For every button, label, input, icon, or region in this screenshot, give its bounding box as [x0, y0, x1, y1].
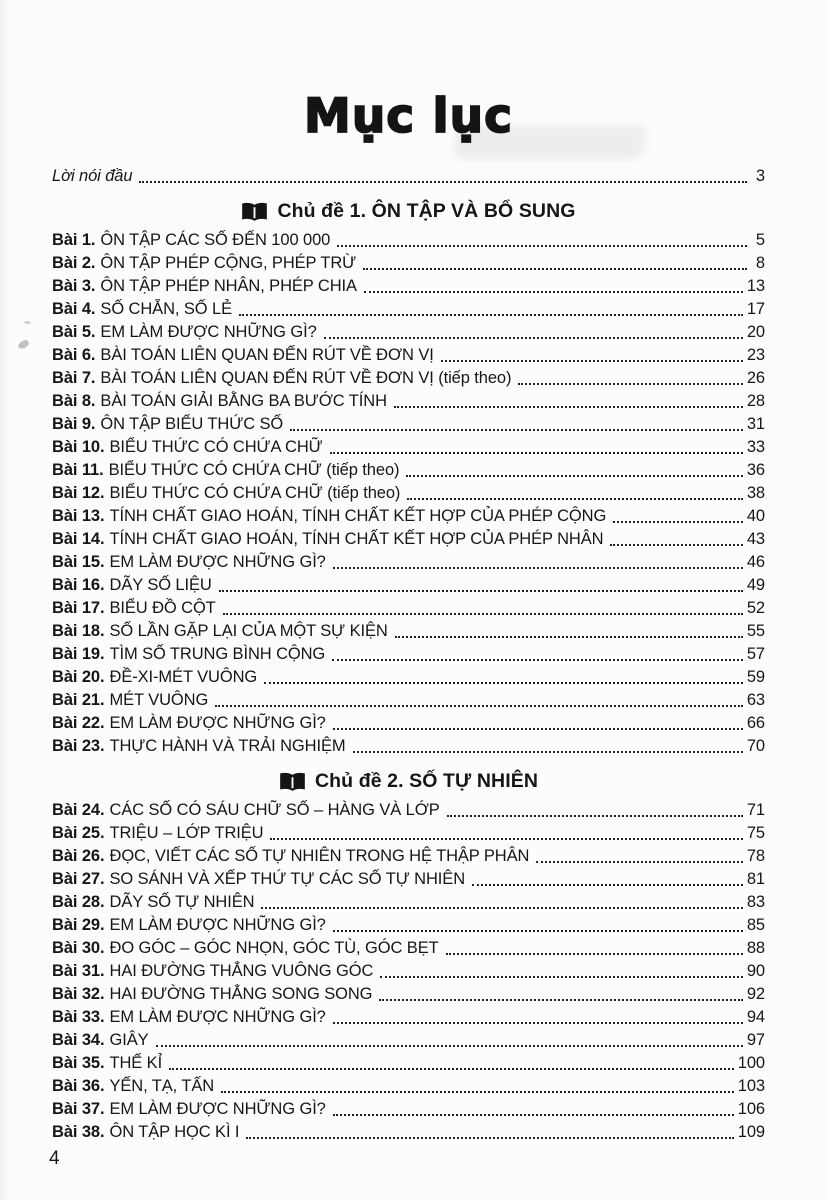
- entry-number: Bài 10.: [52, 438, 105, 457]
- toc-entry: [52, 822, 765, 845]
- toc-entry: [52, 620, 765, 643]
- preface-page-number: 3: [755, 167, 765, 186]
- toc-entry: [52, 937, 765, 960]
- entry-number: Bài 8.: [52, 392, 96, 411]
- entry-number: Bài 30.: [52, 939, 105, 958]
- entry-number: Bài 28.: [52, 893, 105, 912]
- dot-leader: [613, 505, 743, 523]
- toc-entry: [52, 666, 765, 689]
- dot-leader: [518, 367, 742, 385]
- toc-entry: [52, 505, 765, 528]
- entry-page-number: 103: [737, 1077, 765, 1096]
- toc-entry: [52, 891, 765, 914]
- dot-leader: [333, 1006, 743, 1024]
- entry-title: THẾ KỈ: [109, 1054, 163, 1073]
- toc-entry: [52, 1075, 765, 1098]
- entry-number: Bài 5.: [52, 323, 96, 342]
- entry-page-number: 23: [746, 346, 765, 365]
- entry-title: SO SÁNH VÀ XẾP THỨ TỰ CÁC SỐ TỰ NHIÊN: [109, 870, 466, 889]
- entry-title: EM LÀM ĐƯỢC NHỮNG GÌ?: [100, 323, 317, 342]
- dot-leader: [324, 321, 743, 339]
- entry-title: TÍNH CHẤT GIAO HOÁN, TÍNH CHẤT KẾT HỢP CỦA PHÉP NHÂN: [109, 530, 604, 549]
- entry-page-number: 81: [746, 870, 765, 889]
- dot-leader: [394, 390, 743, 408]
- entry-title: ÔN TẬP PHÉP CỘNG, PHÉP TRỪ: [100, 254, 357, 273]
- toc-entry: [52, 436, 765, 459]
- entry-page-number: 17: [746, 300, 765, 319]
- entry-number: Bài 7.: [52, 369, 96, 388]
- dot-leader: [261, 891, 742, 909]
- toc-entry: [52, 1121, 765, 1144]
- toc-entry: [52, 528, 765, 551]
- page-title: Mục lục: [304, 89, 513, 144]
- toc-entry: [52, 960, 765, 983]
- entry-page-number: 46: [746, 553, 765, 572]
- entry-page-number: 8: [755, 254, 765, 273]
- entry-page-number: 36: [746, 461, 765, 480]
- section-entries: [52, 229, 765, 758]
- entry-page-number: 13: [746, 277, 765, 296]
- toc-entry: [52, 321, 765, 344]
- section-header: [52, 198, 765, 225]
- entry-page-number: 90: [746, 962, 765, 981]
- entry-number: Bài 14.: [52, 530, 105, 549]
- dot-leader: [610, 528, 742, 546]
- entry-number: Bài 6.: [52, 346, 96, 365]
- preface-label: Lời nói đầu: [52, 167, 133, 186]
- entry-title: DÃY SỐ TỰ NHIÊN: [109, 893, 255, 912]
- toc-entry: [52, 275, 765, 298]
- entry-page-number: 55: [746, 622, 765, 641]
- entry-title: ÔN TẬP HỌC KÌ I: [109, 1123, 240, 1142]
- entry-page-number: 20: [746, 323, 765, 342]
- entry-page-number: 109: [737, 1123, 765, 1142]
- entry-page-number: 31: [746, 415, 765, 434]
- dot-leader: [333, 914, 743, 932]
- entry-title: ĐỀ-XI-MÉT VUÔNG: [109, 668, 258, 687]
- entry-number: Bài 4.: [52, 300, 96, 319]
- dot-leader: [333, 1098, 734, 1116]
- entry-number: Bài 27.: [52, 870, 105, 889]
- open-book-icon: [279, 772, 306, 792]
- entry-page-number: 49: [746, 576, 765, 595]
- section-entries: [52, 799, 765, 1144]
- entry-title: YẾN, TẠ, TẤN: [109, 1077, 215, 1096]
- folio-page-number: 4: [49, 1148, 60, 1169]
- dot-leader: [215, 689, 743, 707]
- entry-title: TÌM SỐ TRUNG BÌNH CỘNG: [109, 645, 326, 664]
- entry-number: Bài 23.: [52, 737, 105, 756]
- section-header: [52, 768, 765, 795]
- dot-leader: [156, 1029, 743, 1047]
- entry-number: Bài 18.: [52, 622, 105, 641]
- toc-entry: [52, 413, 765, 436]
- dot-leader: [379, 983, 742, 1001]
- toc-entry: [52, 712, 765, 735]
- toc-entry: [52, 229, 765, 252]
- toc-entry: [52, 1098, 765, 1121]
- toc-entry: [52, 1029, 765, 1052]
- dot-leader: [264, 666, 743, 684]
- entry-title: EM LÀM ĐƯỢC NHỮNG GÌ?: [109, 1100, 326, 1119]
- entry-page-number: 63: [746, 691, 765, 710]
- dot-leader: [353, 735, 743, 753]
- entry-title: MÉT VUÔNG: [109, 691, 209, 710]
- dot-leader: [223, 597, 743, 615]
- dot-leader: [441, 344, 743, 362]
- entry-number: Bài 3.: [52, 277, 96, 296]
- entry-page-number: 78: [746, 847, 765, 866]
- entry-title: EM LÀM ĐƯỢC NHỮNG GÌ?: [109, 714, 326, 733]
- entry-page-number: 43: [746, 530, 765, 549]
- entry-title: BÀI TOÁN GIẢI BẰNG BA BƯỚC TÍNH: [100, 392, 387, 411]
- entry-number: Bài 35.: [52, 1054, 105, 1073]
- entry-page-number: 26: [746, 369, 765, 388]
- toc-entry: [52, 799, 765, 822]
- toc-section: [52, 198, 765, 758]
- entry-title: DÃY SỐ LIỆU: [109, 576, 212, 595]
- dot-leader: [406, 459, 742, 477]
- entry-page-number: 71: [746, 801, 765, 820]
- toc-entry: [52, 845, 765, 868]
- entry-page-number: 28: [746, 392, 765, 411]
- dot-leader: [447, 799, 743, 817]
- entry-title: BÀI TOÁN LIÊN QUAN ĐẾN RÚT VỀ ĐƠN VỊ (tiếp theo): [100, 369, 512, 388]
- entry-title: ÔN TẬP PHÉP NHÂN, PHÉP CHIA: [100, 277, 357, 296]
- entry-number: Bài 9.: [52, 415, 96, 434]
- dot-leader: [239, 298, 743, 316]
- toc-entry: [52, 390, 765, 413]
- entry-page-number: 57: [746, 645, 765, 664]
- entry-page-number: 83: [746, 893, 765, 912]
- entry-page-number: 40: [746, 507, 765, 526]
- entry-number: Bài 25.: [52, 824, 105, 843]
- dot-leader: [169, 1052, 734, 1070]
- toc-entry: [52, 597, 765, 620]
- entry-number: Bài 36.: [52, 1077, 105, 1096]
- toc-entry: [52, 551, 765, 574]
- entry-title: ĐỌC, VIẾT CÁC SỐ TỰ NHIÊN TRONG HỆ THẬP PHÂN: [109, 847, 530, 866]
- section-title: Chủ đề 2. SỐ TỰ NHIÊN: [314, 770, 539, 793]
- dot-leader: [472, 868, 743, 886]
- entry-title: ĐO GÓC – GÓC NHỌN, GÓC TÙ, GÓC BẸT: [109, 939, 439, 958]
- entry-number: Bài 38.: [52, 1123, 105, 1142]
- entry-title: EM LÀM ĐƯỢC NHỮNG GÌ?: [109, 553, 326, 572]
- entry-page-number: 88: [746, 939, 765, 958]
- dot-leader: [395, 620, 743, 638]
- toc-entry: [52, 482, 765, 505]
- entry-title: HAI ĐƯỜNG THẲNG SONG SONG: [109, 985, 373, 1004]
- entry-title: EM LÀM ĐƯỢC NHỮNG GÌ?: [109, 1008, 326, 1027]
- entry-title: BIỂU THỨC CÓ CHỨA CHỮ (tiếp theo): [108, 461, 400, 480]
- entry-number: Bài 16.: [52, 576, 105, 595]
- dot-leader: [380, 960, 743, 978]
- entry-page-number: 97: [746, 1031, 765, 1050]
- dot-leader: [290, 413, 743, 431]
- section-title: Chủ đề 1. ÔN TẬP VÀ BỔ SUNG: [277, 200, 576, 223]
- entry-page-number: 38: [746, 484, 765, 503]
- dot-leader: [139, 165, 747, 183]
- toc-entry: [52, 868, 765, 891]
- entry-number: Bài 21.: [52, 691, 105, 710]
- entry-title: THỰC HÀNH VÀ TRẢI NGHIỆM: [109, 737, 346, 756]
- dot-leader: [330, 436, 743, 454]
- dot-leader: [364, 275, 743, 293]
- entry-title: BIỂU THỨC CÓ CHỨA CHỮ (tiếp theo): [109, 484, 401, 503]
- entry-title: GIÂY: [109, 1031, 149, 1050]
- toc-entry: [52, 914, 765, 937]
- toc-entry: [52, 1006, 765, 1029]
- entry-title: SỐ CHẴN, SỐ LẺ: [100, 300, 232, 319]
- entry-number: Bài 32.: [52, 985, 105, 1004]
- entry-page-number: 70: [746, 737, 765, 756]
- toc-entry: [52, 459, 765, 482]
- dot-leader: [407, 482, 743, 500]
- entry-number: Bài 2.: [52, 254, 96, 273]
- entry-page-number: 94: [746, 1008, 765, 1027]
- entry-title: HAI ĐƯỜNG THẲNG VUÔNG GÓC: [109, 962, 374, 981]
- entry-title: CÁC SỐ CÓ SÁU CHỮ SỐ – HÀNG VÀ LỚP: [109, 801, 440, 820]
- toc-sections: [52, 198, 765, 1144]
- dot-leader: [332, 643, 743, 661]
- preface-row: [52, 165, 765, 188]
- dot-leader: [333, 551, 743, 569]
- entry-page-number: 5: [755, 231, 765, 250]
- dot-leader: [219, 574, 743, 592]
- toc-entry: [52, 1052, 765, 1075]
- entry-page-number: 92: [746, 985, 765, 1004]
- entry-number: Bài 17.: [52, 599, 105, 618]
- entry-number: Bài 26.: [52, 847, 105, 866]
- dot-leader: [536, 845, 743, 863]
- entry-page-number: 59: [746, 668, 765, 687]
- entry-title: BÀI TOÁN LIÊN QUAN ĐẾN RÚT VỀ ĐƠN VỊ: [100, 346, 434, 365]
- dot-leader: [270, 822, 742, 840]
- entry-page-number: 52: [746, 599, 765, 618]
- entry-number: Bài 1.: [52, 231, 96, 250]
- entry-number: Bài 11.: [52, 461, 104, 480]
- entry-number: Bài 15.: [52, 553, 105, 572]
- dot-leader: [446, 937, 743, 955]
- toc-entry: [52, 298, 765, 321]
- toc-entry: [52, 367, 765, 390]
- entry-number: Bài 29.: [52, 916, 105, 935]
- toc-entry: [52, 574, 765, 597]
- entry-number: Bài 19.: [52, 645, 105, 664]
- toc-entry: [52, 689, 765, 712]
- entry-number: Bài 24.: [52, 801, 105, 820]
- toc-entry: [52, 983, 765, 1006]
- dot-leader: [246, 1121, 733, 1139]
- dot-leader: [337, 229, 747, 247]
- toc-section: [52, 768, 765, 1144]
- dot-leader: [333, 712, 743, 730]
- entry-number: Bài 31.: [52, 962, 105, 981]
- entry-title: BIỂU ĐỒ CỘT: [109, 599, 216, 618]
- entry-page-number: 66: [746, 714, 765, 733]
- open-book-icon: [241, 202, 268, 222]
- toc-entry: [52, 643, 765, 666]
- entry-number: Bài 33.: [52, 1008, 105, 1027]
- toc-entry: [52, 735, 765, 758]
- entry-title: ÔN TẬP BIỂU THỨC SỐ: [100, 415, 284, 434]
- entry-page-number: 100: [737, 1054, 765, 1073]
- entry-number: Bài 13.: [52, 507, 105, 526]
- entry-title: SỐ LẦN GẶP LẠI CỦA MỘT SỰ KIỆN: [109, 622, 388, 641]
- entry-title: TRIỆU – LỚP TRIỆU: [109, 824, 264, 843]
- entry-number: Bài 20.: [52, 668, 105, 687]
- toc-entry: [52, 344, 765, 367]
- entry-number: Bài 37.: [52, 1100, 105, 1119]
- entry-page-number: 85: [746, 916, 765, 935]
- entry-title: TÍNH CHẤT GIAO HOÁN, TÍNH CHẤT KẾT HỢP CỦA PHÉP CỘNG: [109, 507, 607, 526]
- dot-leader: [221, 1075, 734, 1093]
- entry-number: Bài 34.: [52, 1031, 105, 1050]
- entry-page-number: 106: [737, 1100, 765, 1119]
- entry-title: ÔN TẬP CÁC SỐ ĐẾN 100 000: [100, 231, 331, 250]
- entry-title: EM LÀM ĐƯỢC NHỮNG GÌ?: [109, 916, 326, 935]
- entry-page-number: 33: [746, 438, 765, 457]
- entry-number: Bài 12.: [52, 484, 105, 503]
- entry-number: Bài 22.: [52, 714, 105, 733]
- dot-leader: [363, 252, 747, 270]
- entry-title: BIỂU THỨC CÓ CHỨA CHỮ: [109, 438, 323, 457]
- entry-page-number: 75: [746, 824, 765, 843]
- toc-entry: [52, 252, 765, 275]
